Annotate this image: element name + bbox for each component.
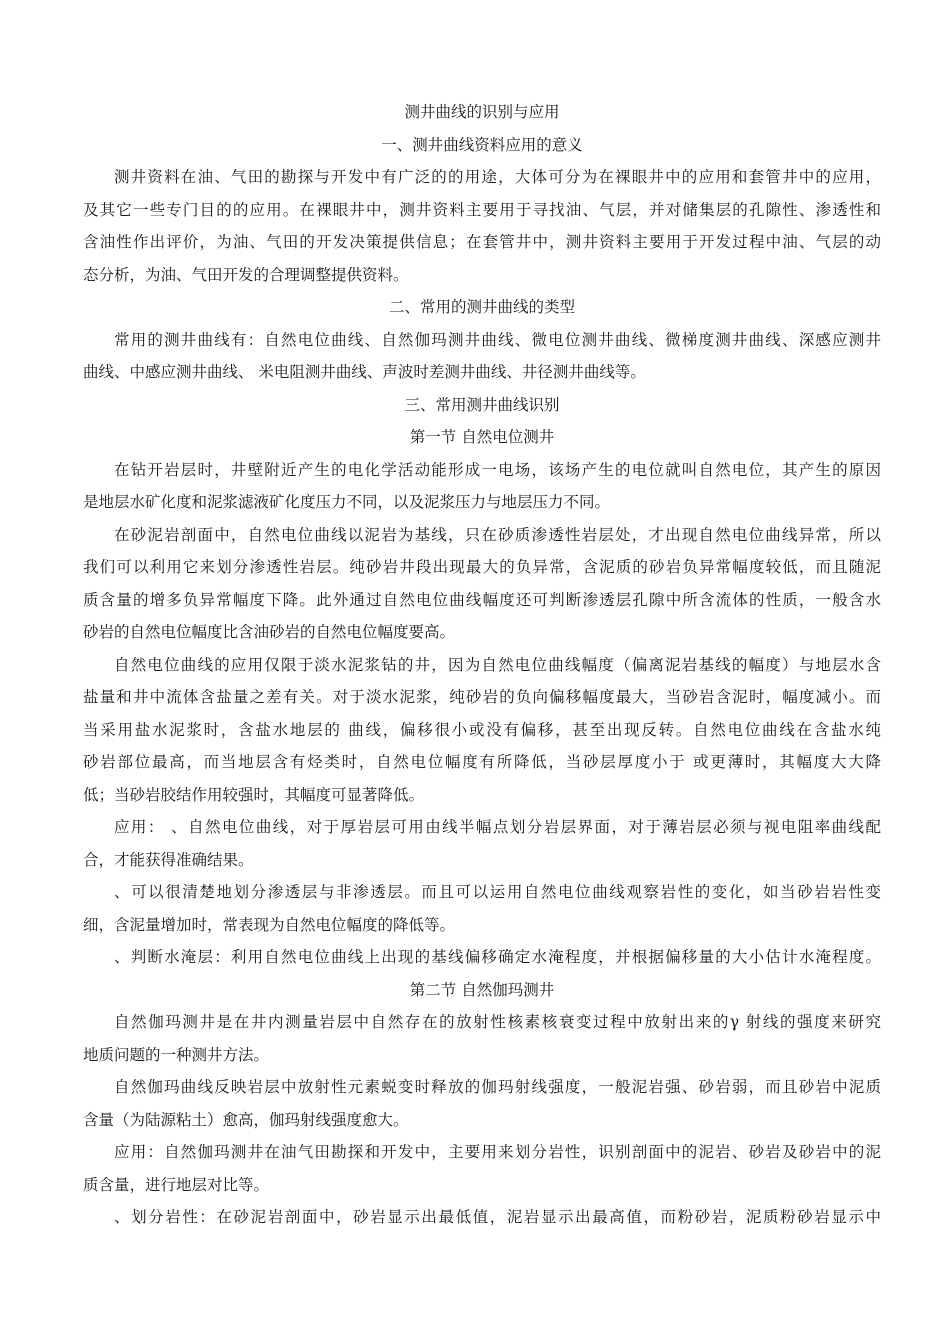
heading-line: 一、测井曲线资料应用的意义 (381, 135, 583, 154)
heading-line: 第二节 自然伽玛测井 (409, 980, 555, 999)
text-line: 常用的测井曲线有：自然电位曲线、自然伽玛测井曲线、微电位测井曲线、微梯度测井曲线、深感应测井 (114, 330, 881, 349)
text-line: 自然伽玛测井是在井内测量岩层中自然存在的放射性核素核衰变过程中放射出来的γ 射线的强度来研究 (114, 1013, 881, 1031)
text-line: 地质问题的一种测井方法。 (83, 1045, 270, 1064)
text-line: 测井资料在油、气田的勘探与开发中有广泛的的用途，大体可分为在裸眼井中的应用和套管井中的应用， (114, 168, 881, 186)
text-line: 在砂泥岩剖面中，自然电位曲线以泥岩为基线，只在砂质渗透性岩层处，才出现自然电位曲线异常，所以 (114, 525, 881, 544)
text-line: 自然伽玛曲线反映岩层中放射性元素蜕变时释放的伽玛射线强度，一般泥岩强、砂岩弱，而且砂岩中泥质 (114, 1078, 881, 1096)
text-line: 曲线、中感应测井曲线、 米电阻测井曲线、声波时差测井曲线、井径测井曲线等。 (83, 363, 646, 381)
text-line: 态分析，为油、气田开发的合理调整提供资料。 (83, 265, 409, 284)
text-line: 、划分岩性：在砂泥岩剖面中，砂岩显示出最低值，泥岩显示出最高值，而粉砂岩，泥质粉砂岩显示中 (114, 1208, 881, 1226)
text-line: 细，含泥量增加时，常表现为自然电位幅度的降低等。 (83, 915, 456, 934)
heading-line: 第一节 自然电位测井 (409, 428, 555, 446)
text-line: 是地层水矿化度和泥浆滤液矿化度压力不同，以及泥浆压力与地层压力不同。 (83, 493, 611, 511)
text-line: 自然电位曲线的应用仅限于淡水泥浆钻的井，因为自然电位曲线幅度（偏离泥岩基线的幅度）与地层水含 (114, 655, 881, 674)
text-line: 低；当砂岩胶结作用较强时，其幅度可显著降低。 (83, 785, 425, 804)
text-line: 砂岩的自然电位幅度比含油砂岩的自然电位幅度要高。 (83, 623, 456, 641)
text-line: 我们可以利用它来划分渗透性岩层。纯砂岩井段出现最大的负异常，含泥质的砂岩负异常幅度较低，而且随泥 (83, 558, 881, 576)
text-line: 质含量，进行地层对比等。 (83, 1175, 270, 1194)
document-body (83, 96, 881, 1234)
text-line: 合，才能获得准确结果。 (83, 850, 254, 869)
text-line: 在钻开岩层时，井壁附近产生的电化学活动能形成一电场，该场产生的电位就叫自然电位，其产生的原因 (114, 460, 881, 479)
text-line: 盐量和井中流体含盐量之差有关。对于淡水泥浆，纯砂岩的负向偏移幅度最大，当砂岩含泥时，幅度减小。而 (83, 688, 881, 706)
heading-line: 三、常用测井曲线识别 (404, 395, 560, 414)
text-line: 含油性作出评价，为油、气田的开发决策提供信息；在套管井中，测井资料主要用于开发过程中油、气层的动 (83, 233, 881, 251)
text-line: 、判断水淹层：利用自然电位曲线上出现的基线偏移确定水淹程度，并根据偏移量的大小估计水淹程度。 (114, 948, 881, 966)
text-line: 及其它一些专门目的的应用。在裸眼井中，测井资料主要用于寻找油、气层，并对储集层的孔隙性、渗透性和 (83, 200, 881, 219)
text-line: 应用：自然伽玛测井在油气田勘探和开发中，主要用来划分岩性，识别剖面中的泥岩、砂岩及砂岩中的泥 (114, 1143, 881, 1161)
text-line: 质含量的增多负异常幅度下降。此外通过自然电位曲线幅度还可判断渗透层孔隙中所含流体的性质，一般含水 (83, 590, 881, 609)
text-line: 、可以很清楚地划分渗透层与非渗透层。而且可以运用自然电位曲线观察岩性的变化，如当砂岩岩性变 (114, 883, 881, 901)
text-line: 含量（为陆源粘土）愈高，伽玛射线强度愈大。 (83, 1110, 409, 1129)
heading-line: 测井曲线的识别与应用 (404, 103, 560, 121)
text-line: 应用： 、自然电位曲线，对于厚岩层可用由线半幅点划分岩层界面，对于薄岩层必须与视电阻率曲线配 (114, 818, 881, 836)
text-line: 砂岩部位最高，而当地层含有烃类时，自然电位幅度有所降低，当砂层厚度小于 或更薄时，其幅度大大降 (83, 753, 881, 771)
text-line: 当采用盐水泥浆时，含盐水地层的 曲线，偏移很小或没有偏移，甚至出现反转。自然电位曲线在含盐水纯 (83, 720, 881, 739)
heading-line: 二、常用的测井曲线的类型 (388, 298, 575, 316)
